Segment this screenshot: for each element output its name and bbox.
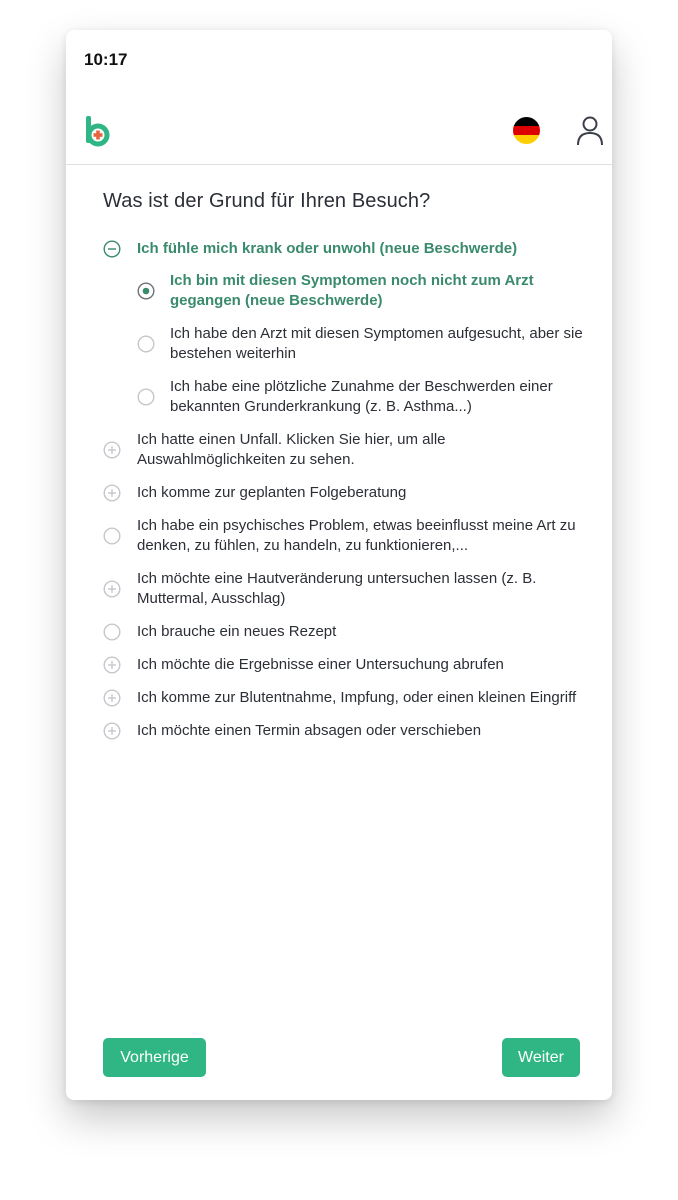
page-title: Was ist der Grund für Ihren Besuch? [103,190,431,212]
option-results[interactable] [103,655,583,675]
sub-option-label: Ich bin mit diesen Symptomen noch nicht zum Arzt gegangen (neue Beschwerde) [170,272,534,309]
option-label: Ich fühle mich krank oder unwohl (neue Beschwerde) [137,240,518,257]
expand-plus-icon[interactable] [103,689,121,707]
option-label: Ich möchte die Ergebnisse einer Untersuchung abrufen [137,656,504,673]
expand-plus-icon[interactable] [103,656,121,674]
radio-selected-icon[interactable] [137,282,155,300]
radio-icon[interactable] [137,335,155,353]
option-label: Ich möchte eine Hautveränderung untersuchen lassen (z. B. Muttermal, Ausschlag) [137,570,537,607]
expand-plus-icon[interactable] [103,484,121,502]
option-label: Ich komme zur geplanten Folgeberatung [137,484,407,501]
user-icon[interactable] [576,115,604,147]
sub-options-illness [103,271,583,417]
option-cancel-appointment[interactable] [103,721,583,741]
next-button[interactable]: Weiter [502,1038,580,1077]
option-label: Ich hatte einen Unfall. Klicken Sie hier, um alle Auswahlmöglichkeiten zu sehen. [137,431,446,468]
option-label: Ich brauche ein neues Rezept [137,623,337,640]
radio-icon[interactable] [137,388,155,406]
expand-plus-icon[interactable] [103,722,121,740]
radio-icon[interactable] [103,527,121,545]
german-flag-icon[interactable] [513,117,540,144]
bookline-logo-icon[interactable] [86,116,110,148]
phone-screen [66,30,612,1100]
sub-option-persisting[interactable] [137,324,583,364]
option-skin-change[interactable] [103,569,583,609]
option-illness[interactable] [103,239,583,259]
radio-icon[interactable] [103,623,121,641]
option-psychological[interactable] [103,516,583,556]
app-header [66,110,612,165]
option-prescription[interactable] [103,622,583,642]
option-follow-up[interactable] [103,483,583,503]
expand-plus-icon[interactable] [103,580,121,598]
sub-option-label: Ich habe den Arzt mit diesen Symptomen aufgesucht, aber sie bestehen weiterhin [170,325,583,362]
visit-reason-form [103,190,583,741]
option-blood-vaccine[interactable] [103,688,583,708]
previous-button[interactable]: Vorherige [103,1038,206,1077]
collapse-minus-icon[interactable] [103,240,121,258]
expand-plus-icon[interactable] [103,441,121,459]
status-bar-time: 10:17 [84,50,128,69]
sub-option-chronic-worsening[interactable] [137,377,583,417]
sub-option-label: Ich habe eine plötzliche Zunahme der Beschwerden einer bekannten Grunderkrankung (z. B. Asthma...) [170,378,553,415]
option-accident[interactable] [103,430,583,470]
option-label: Ich komme zur Blutentnahme, Impfung, oder einen kleinen Eingriff [137,689,577,706]
option-label: Ich möchte einen Termin absagen oder verschieben [137,722,482,739]
sub-option-new-complaint[interactable] [137,271,583,311]
option-label: Ich habe ein psychisches Problem, etwas beeinflusst meine Art zu denken, zu fühlen, zu handeln, zu funktionieren,... [137,517,576,554]
